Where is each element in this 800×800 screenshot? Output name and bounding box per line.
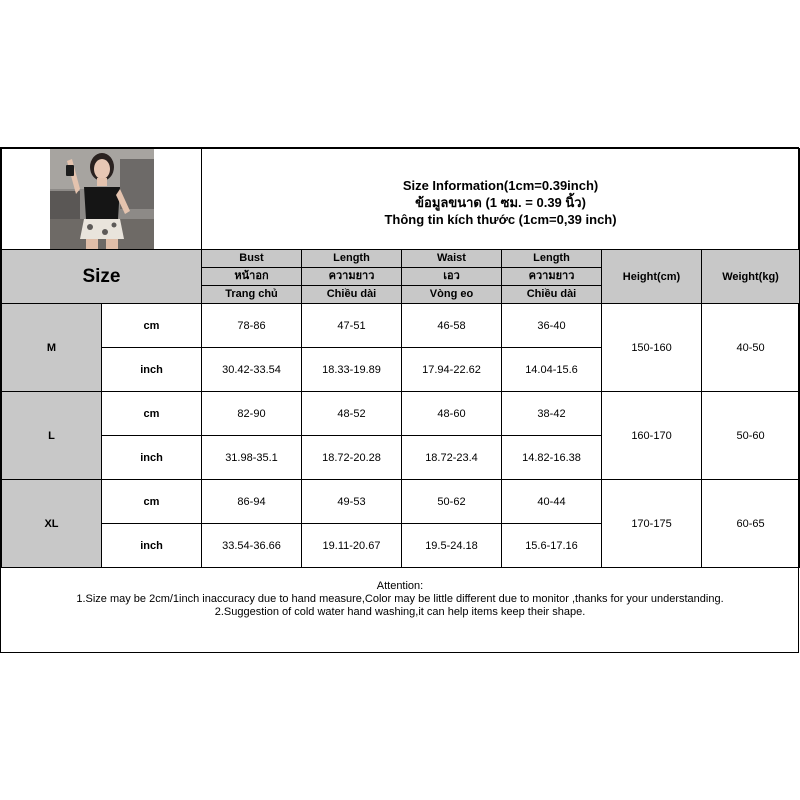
- l-length-inch: 18.72-20.28: [302, 436, 402, 480]
- unit-cm: cm: [102, 392, 202, 436]
- xl-bust-cm: 86-94: [202, 480, 302, 524]
- length-header-th: ความยาว: [302, 268, 402, 286]
- m-bust-inch: 30.42-33.54: [202, 348, 302, 392]
- bust-header-th: หน้าอก: [202, 268, 302, 286]
- size-label-m: M: [2, 304, 102, 392]
- bust-header-en: Bust: [202, 250, 302, 268]
- m-waist-cm: 46-58: [402, 304, 502, 348]
- attention-heading: Attention:: [376, 580, 424, 592]
- m-height: 150-160: [602, 304, 702, 392]
- unit-cm: cm: [102, 480, 202, 524]
- title-vietnamese: Thông tin kích thước (1cm=0,39 inch): [384, 211, 617, 227]
- waist-header-vi: Vòng eo: [402, 286, 502, 304]
- l-waist-inch: 18.72-23.4: [402, 436, 502, 480]
- length-header-vi: Chiều dài: [302, 286, 402, 304]
- xl-height: 170-175: [602, 480, 702, 568]
- xl-length-cm: 49-53: [302, 480, 402, 524]
- l-length2-cm: 38-42: [502, 392, 602, 436]
- unit-inch: inch: [102, 524, 202, 568]
- title-english: Size Information(1cm=0.39inch): [402, 177, 599, 193]
- table-row: [2, 304, 800, 348]
- m-length-inch: 18.33-19.89: [302, 348, 402, 392]
- product-photo: [50, 149, 154, 249]
- waist-header-th: เอว: [402, 268, 502, 286]
- unit-inch: inch: [102, 348, 202, 392]
- l-waist-cm: 48-60: [402, 392, 502, 436]
- size-label-l: L: [2, 392, 102, 480]
- xl-waist-inch: 19.5-24.18: [402, 524, 502, 568]
- length2-header-vi: Chiều dài: [502, 286, 602, 304]
- size-chart: [0, 147, 799, 653]
- l-length2-inch: 14.82-16.38: [502, 436, 602, 480]
- xl-length2-inch: 15.6-17.16: [502, 524, 602, 568]
- size-table: [1, 148, 800, 568]
- height-header: Height(cm): [602, 250, 702, 304]
- product-photo-cell: [2, 149, 202, 250]
- unit-cm: cm: [102, 304, 202, 348]
- l-length-cm: 48-52: [302, 392, 402, 436]
- title-block: [202, 149, 800, 250]
- table-row: [2, 480, 800, 524]
- length2-header-th: ความยาว: [502, 268, 602, 286]
- size-column-header: Size: [2, 250, 202, 304]
- l-bust-cm: 82-90: [202, 392, 302, 436]
- attention-note-2: 2.Suggestion of cold water hand washing,it can help items keep their shape.: [214, 606, 586, 618]
- xl-weight: 60-65: [702, 480, 800, 568]
- m-bust-cm: 78-86: [202, 304, 302, 348]
- m-length2-inch: 14.04-15.6: [502, 348, 602, 392]
- m-length2-cm: 36-40: [502, 304, 602, 348]
- xl-waist-cm: 50-62: [402, 480, 502, 524]
- waist-header-en: Waist: [402, 250, 502, 268]
- attention-notes: [1, 580, 799, 619]
- l-weight: 50-60: [702, 392, 800, 480]
- m-weight: 40-50: [702, 304, 800, 392]
- l-height: 160-170: [602, 392, 702, 480]
- m-waist-inch: 17.94-22.62: [402, 348, 502, 392]
- table-row: [2, 392, 800, 436]
- weight-header: Weight(kg): [702, 250, 800, 304]
- length-header-en: Length: [302, 250, 402, 268]
- xl-length-inch: 19.11-20.67: [302, 524, 402, 568]
- xl-length2-cm: 40-44: [502, 480, 602, 524]
- unit-inch: inch: [102, 436, 202, 480]
- attention-note-1: 1.Size may be 2cm/1inch inaccuracy due to hand measure,Color may be little different due to monitor ,thanks for your understanding.: [76, 593, 724, 605]
- l-bust-inch: 31.98-35.1: [202, 436, 302, 480]
- xl-bust-inch: 33.54-36.66: [202, 524, 302, 568]
- m-length-cm: 47-51: [302, 304, 402, 348]
- size-label-xl: XL: [2, 480, 102, 568]
- length2-header-en: Length: [502, 250, 602, 268]
- bust-header-vi: Trang chủ: [202, 286, 302, 304]
- title-thai: ข้อมูลขนาด (1 ซม. = 0.39 นิ้ว): [415, 194, 586, 210]
